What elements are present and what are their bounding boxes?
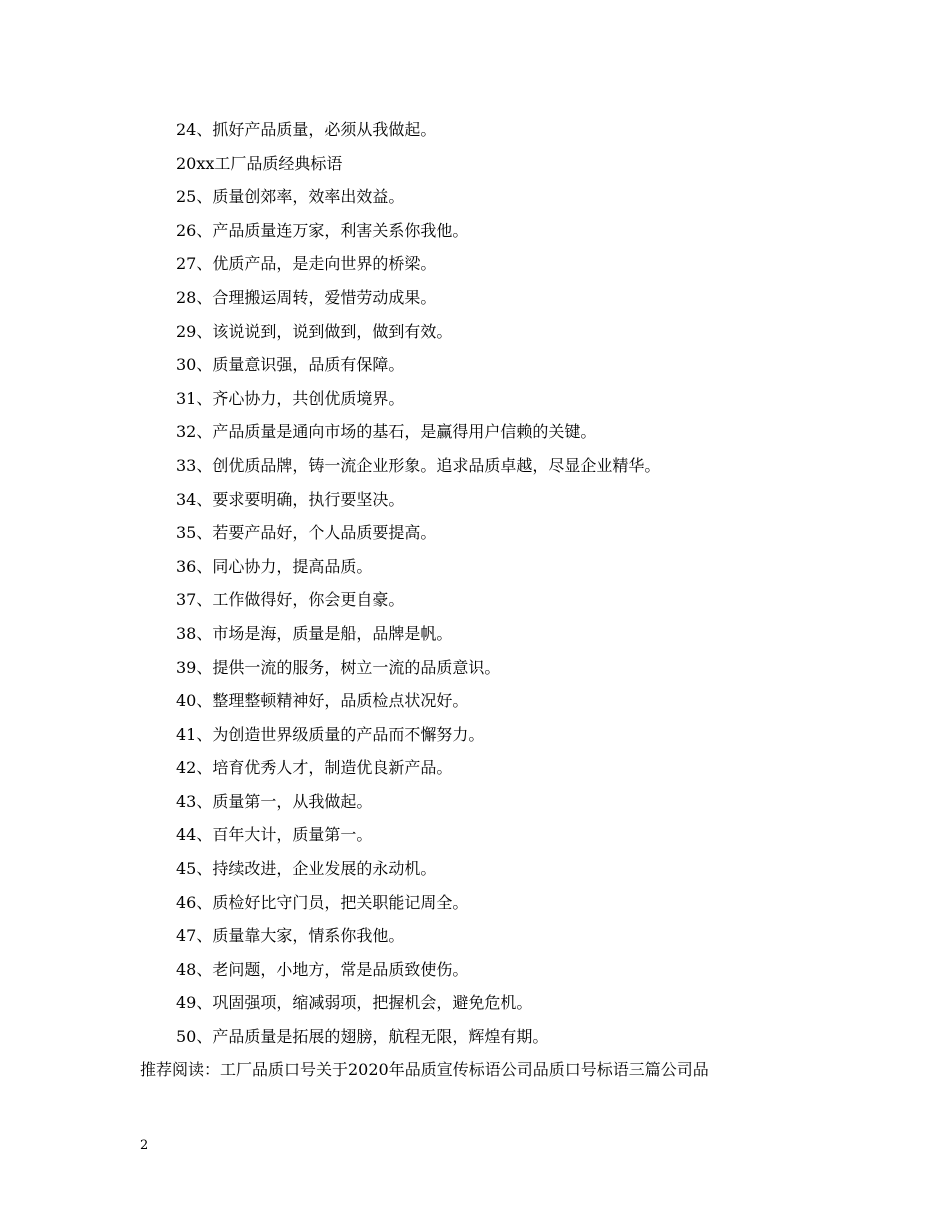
slogan-line: 28、合理搬运周转，爱惜劳动成果。 <box>176 287 437 307</box>
slogan-line: 45、持续改进，企业发展的永动机。 <box>176 859 437 879</box>
slogan-line: 48、老问题，小地方，常是品质致使伤。 <box>176 959 469 979</box>
slogan-line: 32、产品质量是通向市场的基石，是赢得用户信赖的关键。 <box>176 422 597 442</box>
slogan-line: 46、质检好比守门员，把关职能记周全。 <box>176 892 469 912</box>
section-heading: 20xx工厂品质经典标语 <box>176 153 343 173</box>
slogan-line: 49、巩固强项，缩减弱项，把握机会，避免危机。 <box>176 993 533 1013</box>
slogan-line: 42、培育优秀人才，制造优良新产品。 <box>176 758 453 778</box>
slogan-list <box>176 118 660 1059</box>
slogan-line: 26、产品质量连万家，利害关系你我他。 <box>176 220 469 240</box>
slogan-line: 24、抓好产品质量，必须从我做起。 <box>176 120 437 139</box>
slogan-line: 47、质量靠大家，情系你我他。 <box>176 926 405 946</box>
slogan-line: 36、同心协力，提高品质。 <box>176 556 373 576</box>
slogan-line: 38、市场是海，质量是船，品牌是帆。 <box>176 623 453 643</box>
slogan-line: 50、产品质量是拓展的翅膀，航程无限，辉煌有期。 <box>176 1027 549 1047</box>
page-number: 2 <box>140 1138 149 1153</box>
slogan-line: 33、创优质品牌，铸一流企业形象。追求品质卓越，尽显企业精华。 <box>176 455 661 475</box>
slogan-line: 25、质量创郊率，效率出效益。 <box>176 187 405 207</box>
slogan-line: 34、要求要明确，执行要坚决。 <box>176 489 405 509</box>
slogan-line: 43、质量第一，从我做起。 <box>176 791 373 811</box>
slogan-line: 30、质量意识强，品质有保障。 <box>176 355 405 375</box>
slogan-line: 44、百年大计，质量第一。 <box>176 825 373 845</box>
recommended-reading: 推荐阅读：工厂品质口号关于2020年品质宣传标语公司品质口号标语三篇公司品 <box>140 1060 709 1079</box>
slogan-line: 40、整理整顿精神好，品质检点状况好。 <box>176 691 469 711</box>
slogan-line: 41、为创造世界级质量的产品而不懈努力。 <box>176 724 485 744</box>
slogan-line: 37、工作做得好，你会更自豪。 <box>176 590 405 610</box>
slogan-line: 39、提供一流的服务，树立一流的品质意识。 <box>176 657 501 677</box>
slogan-line: 31、齐心协力，共创优质境界。 <box>176 388 405 408</box>
slogan-line: 29、该说说到，说到做到，做到有效。 <box>176 321 453 341</box>
slogan-line: 27、优质产品，是走向世界的桥梁。 <box>176 254 437 274</box>
slogan-line: 35、若要产品好，个人品质要提高。 <box>176 523 437 543</box>
